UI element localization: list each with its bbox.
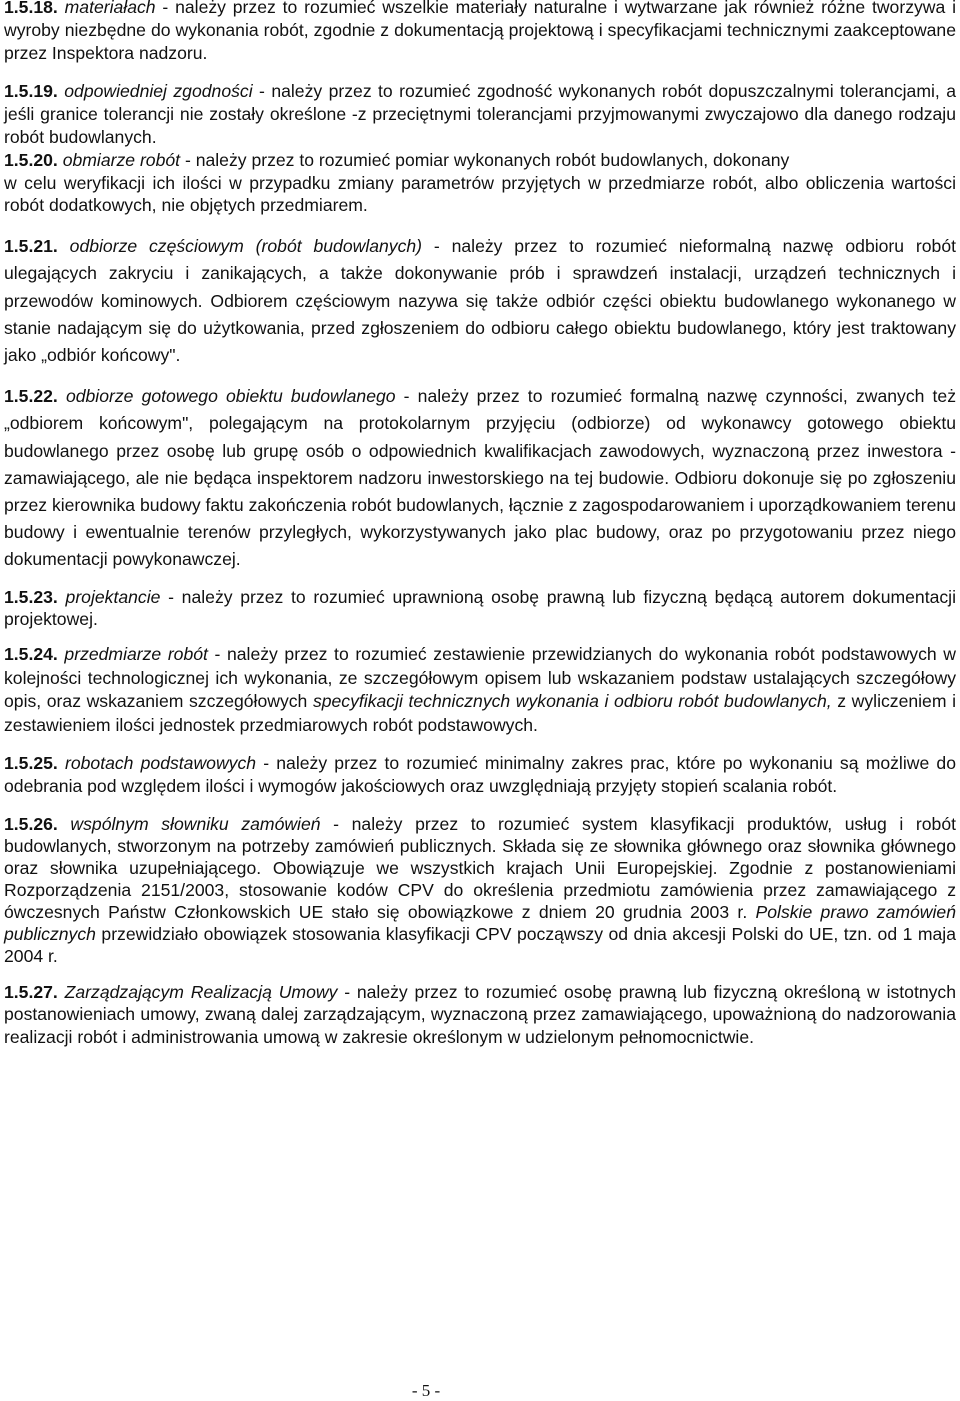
definition-text: - należy przez to rozumieć zgodność wykonanych robót dopuszczalnymi tolerancjami, a jeśli granice tolerancji nie zostały określone -z przeciętnymi tolerancjami przyjmowanymi zwyczajowo dla danego rodzaju robót budowlanych. bbox=[4, 81, 956, 147]
definition-text: z wyliczeniem i zestawieniem ilości jednostek przedmiarowych robót podstawowych. bbox=[4, 691, 957, 735]
defined-term: projektancie bbox=[65, 586, 161, 607]
section-number: 1.5.19. bbox=[4, 81, 58, 102]
definition-text: - należy przez to rozumieć uprawnioną osobę prawną lub fizyczną będącą autorem dokumentacji projektowej. bbox=[4, 586, 956, 630]
defined-term: obmiarze robót bbox=[62, 149, 181, 170]
section-1-5-26 bbox=[4, 813, 956, 967]
defined-term: materiałach bbox=[64, 0, 156, 17]
definition-text: - należy przez to rozumieć wszelkie materiały naturalne i wytwarzane jak również różne tworzywa i wyroby niezbędne do wykonania robót, zgodnie z dokumentacją projektową i specyfikacjami technicznymi zaakceptowane przez Inspektora nadzoru. bbox=[4, 0, 957, 63]
section-1-5-22 bbox=[4, 383, 956, 573]
section-number: 1.5.18. bbox=[4, 0, 58, 17]
definition-text: - należy przez to rozumieć formalną nazwę czynności, zwanych też „odbiorem końcowym", polegającym na protokolarnym przyjęciu (odbiorze) od wykonawcy gotowego obiektu budowlanego przez osobę lub grupę osób o odpowiednich kwalifikacjach zawodowych, wyznaczoną przez inwestora - zamawiającego, ale nie będąca inspektorem nadzoru inwestorskiego na tej budowie. Odbioru dokonuje się po zgłoszeniu przez kierownika budowy faktu zakończenia robót budowlanych, łącznie z zagospodarowaniem i uporządkowaniem terenu budowy i ewentualnie terenów przyległych, wykorzystywanych jako plac budowy, oraz po przygotowaniu przez niego dokumentacji powykonawczej. bbox=[4, 386, 956, 570]
section-number: 1.5.20. bbox=[4, 149, 58, 170]
section-1-5-20-continued bbox=[4, 172, 956, 218]
section-number: 1.5.22. bbox=[4, 386, 58, 407]
section-1-5-20 bbox=[4, 149, 956, 172]
section-1-5-19 bbox=[4, 80, 956, 148]
definition-text: - należy przez to rozumieć minimalny zakres prac, które po wykonaniu są możliwe do odebrania pod względem ilości i wymogów jakościowych oraz uwzględniają przyjęty stopień scalania robót. bbox=[4, 752, 956, 797]
page-number: - 5 - bbox=[411, 1381, 441, 1400]
defined-term: odpowiedniej zgodności bbox=[64, 81, 253, 102]
definition-text: - należy przez to rozumieć zestawienie przewidzianych do wykonania robót podstawowych w kolejności technologicznej ich wykonania, ze szczegółowym opisem lub wskazaniem podstaw ustalających szczegółowy opis, oraz wskazaniem szczegółowych bbox=[4, 644, 956, 712]
defined-term: robotach podstawowych bbox=[65, 752, 257, 773]
document-page bbox=[4, 0, 956, 1048]
defined-term: przedmiarze robót bbox=[64, 644, 208, 665]
section-number: 1.5.21. bbox=[4, 236, 58, 257]
defined-term: odbiorze częściowym (robót budowlanych) bbox=[69, 236, 423, 257]
section-number: 1.5.24. bbox=[4, 644, 58, 665]
section-1-5-25 bbox=[4, 752, 956, 799]
section-number: 1.5.27. bbox=[4, 981, 58, 1002]
section-number: 1.5.25. bbox=[4, 752, 58, 773]
defined-term: odbiorze gotowego obiektu budowlanego bbox=[65, 386, 396, 407]
defined-term-secondary: Polskie prawo zamówień publicznych bbox=[4, 901, 956, 944]
section-1-5-27 bbox=[4, 981, 956, 1048]
definition-text: - należy przez to rozumieć osobę prawną lub fizyczną określoną w istotnych postanowieniach umowy, zwaną dalej zarządzającym, wyznaczoną przez zamawiającego, upoważnioną do nadzorowania realizacji robót i administrowania umową w zakresie określonym w udzielonym pełnomocnictwie. bbox=[4, 981, 957, 1047]
definition-text: - należy przez to rozumieć nieformalną nazwę odbioru robót ulegających zakryciu i zanikających, a także dokonywanie prób i sprawdzeń instalacji, urządzeń technicznych i przewodów kominowych. Odbiorem częściowym nazywa się także odbiór części obiektu budowlanego wykonanego w stanie nadającym się do użytkowania, przed zgłoszeniem do odbioru całego obiektu budowlanego, który jest traktowany jako „odbiór końcowy". bbox=[4, 236, 957, 365]
definition-text: - należy przez to rozumieć system klasyfikacji produktów, usług i robót budowlanych, stworzonym na potrzeby zamówień publicznych. Składa się ze słownika głównego oraz słownika głównego oraz słownika uzupełniającego. Obowiązuje we wszystkich krajach Unii Europejskiej. Zgodnie z postanowieniami Rozporządzenia 2151/2003, stosowanie kodów CPV do określenia przedmiotu zamówienia przez zamawiającego z ówczesnych Państw Członkowskich UE stało się obowiązkowe z dniem 20 grudnia 2003 r. bbox=[4, 813, 956, 922]
section-1-5-21 bbox=[4, 233, 956, 369]
defined-term: wspólnym słowniku zamówień bbox=[70, 813, 321, 834]
definition-text: - należy przez to rozumieć pomiar wykonanych robót budowlanych, dokonany bbox=[180, 149, 790, 170]
defined-term-secondary: specyfikacji technicznych wykonania i odbioru robót budowlanych, bbox=[312, 691, 832, 712]
definition-text: w celu weryfikacji ich ilości w przypadku zmiany parametrów przyjętych w przedmiarze robót, albo obliczenia wartości robót dodatkowych, nie objętych przedmiarem. bbox=[4, 172, 956, 216]
section-number: 1.5.26. bbox=[4, 813, 58, 834]
defined-term: Zarządzającym Realizacją Umowy bbox=[64, 981, 338, 1002]
section-number: 1.5.23. bbox=[4, 586, 58, 607]
section-1-5-24 bbox=[4, 643, 956, 737]
definition-text: przewidziało obowiązek stosowania klasyfikacji CPV począwszy od dnia akcesji Polski do UE, tzn. od 1 maja 2004 r. bbox=[4, 923, 956, 966]
section-1-5-23 bbox=[4, 586, 956, 632]
section-1-5-18 bbox=[4, 0, 956, 64]
